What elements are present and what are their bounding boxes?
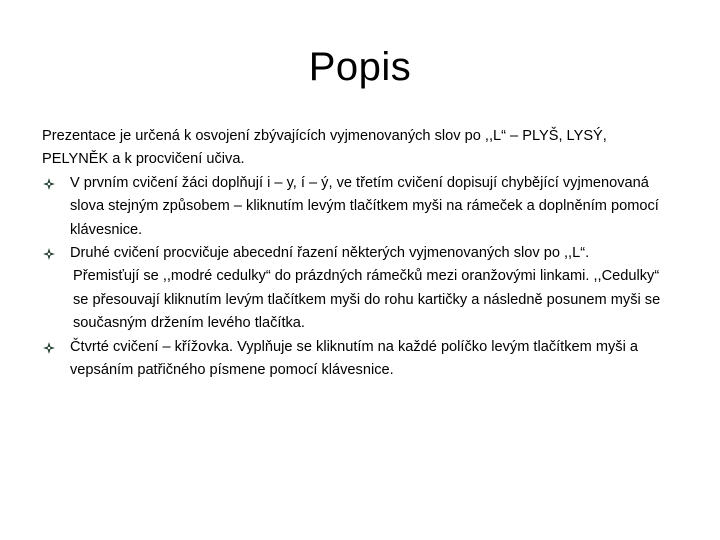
bullet-text: V prvním cvičení žáci doplňují i – y, í – ý, ve třetím cvičení dopisují chybějící vyjmenovaná slova stejným způsobem – kliknutím levým tlačítkem myši na rámeček a doplněním pomocí klávesnice.: [70, 174, 659, 238]
bullet-list: [42, 172, 662, 383]
intro-paragraph: Prezentace je určená k osvojení zbývajících vyjmenovaných slov po ,,L“ – PLYŠ, LYSÝ, PELYNĚK a k procvičení učiva.: [42, 128, 607, 168]
diamond-bullet-icon: [43, 342, 55, 354]
slide-body: [42, 125, 662, 382]
bullet-item: [42, 336, 662, 383]
bullet-text: Druhé cvičení procvičuje abecední řazení některých vyjmenovaných slov po ,,L“.: [70, 245, 590, 262]
slide-title: Popis: [308, 45, 412, 89]
diamond-bullet-icon: [43, 248, 55, 260]
bullet-text: Čtvrté cvičení – křížovka. Vyplňuje se kliknutím na každé políčko levým tlačítkem myši a vepsáním patřičného písmene pomocí klávesnice.: [70, 338, 639, 379]
diamond-bullet-icon: [43, 178, 55, 190]
bullet-item: [42, 172, 662, 242]
bullet-continuation: Přemisťují se ,,modré cedulky“ do prázdných rámečků mezi oranžovými linkami. ,,Cedulky“ se přesouvají kliknutím levým tlačítkem myši do rohu kartičky a následně posunem myši se současným držením levého tlačítka.: [73, 268, 661, 332]
bullet-item: [42, 242, 662, 336]
